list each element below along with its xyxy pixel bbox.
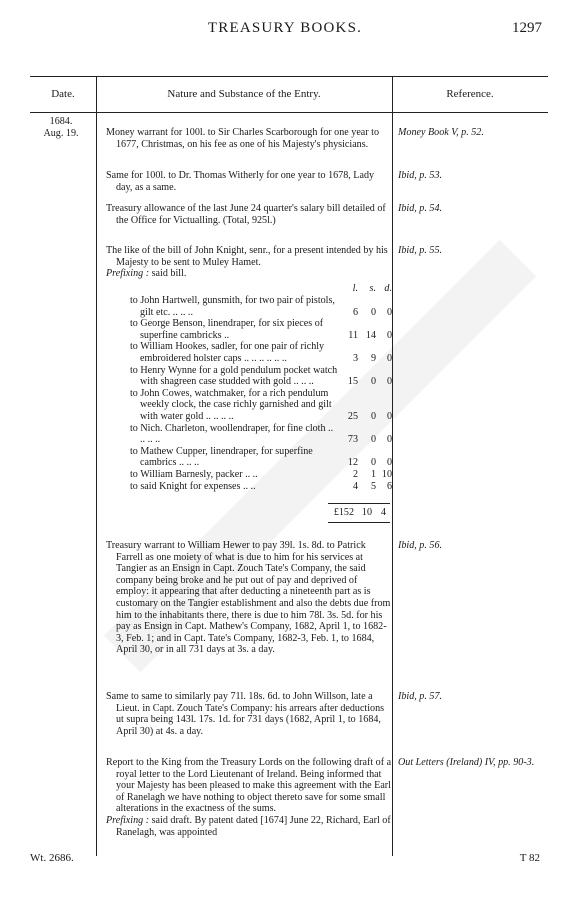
- entry-5-reference: Ibid, p. 56.: [398, 540, 443, 551]
- table-head-rule: [30, 112, 548, 113]
- reference-column-header: Reference.: [446, 88, 494, 100]
- entry-4: [106, 245, 392, 280]
- date-col-divider: [96, 76, 97, 856]
- date-column-header: Date.: [51, 88, 75, 100]
- entry-2: [106, 170, 392, 193]
- bill-items: [106, 283, 396, 492]
- list-item: to Nich. Charleton, woollendraper, for fine cloth .. .. .. .. 73 0 0: [130, 422, 392, 446]
- entry-6-reference: Ibid, p. 57.: [398, 691, 443, 702]
- list-item: to Mathew Cupper, linendraper, for superfine cambrics .. .. .. 12 0 0: [130, 445, 392, 469]
- prefixing-line: [106, 815, 392, 838]
- nature-column-header: Nature and Substance of the Entry.: [167, 88, 321, 100]
- page-number: 1297: [512, 20, 542, 36]
- entry-5: [106, 540, 392, 656]
- table-top-rule: [30, 76, 548, 77]
- list-item: to William Barnesly, packer .. .. 2 1 10: [130, 468, 392, 480]
- entry-text: Treasury allowance of the last June 24 quarter's salary bill detailed of the Office for Victualling. (Total, 925l.): [106, 203, 386, 226]
- running-title: TREASURY BOOKS.: [207, 20, 363, 36]
- list-item: to George Benson, linendraper, for six pieces of superfine cambricks .. 11 14 0: [130, 318, 392, 341]
- entry-6: [106, 691, 392, 737]
- entry-text: Report to the King from the Treasury Lords on the following draft of a royal letter to the Lord Lieutenant of Ireland. Being informed that your Majesty has been pleased to make this agreement with the Earl of Ranelagh we have nothing to object thereto save for some small alterations in the exactness of the sums.: [106, 757, 392, 815]
- total-rule-top: [328, 503, 390, 504]
- list-item: to William Hookes, sadler, for one pair of richly embroidered holster caps .. .. .. .. .. .. 3 9 0: [130, 341, 392, 364]
- entry-1: [106, 127, 392, 150]
- prefixing-line: [106, 268, 392, 280]
- date-day: Aug. 19.: [43, 127, 79, 139]
- lsd-header: l. s. d.: [352, 283, 392, 294]
- prefixing-label: Prefixing :: [106, 814, 150, 826]
- entry-4-reference: Ibid, p. 55.: [398, 245, 443, 256]
- entry-3: [106, 203, 392, 226]
- entry-7-reference: Out Letters (Ireland) IV, pp. 90-3.: [398, 757, 535, 768]
- total-rule-bottom: [328, 522, 390, 523]
- prefixing-label: Prefixing :: [106, 268, 150, 280]
- list-item: to said Knight for expenses .. .. 4 5 6: [130, 480, 392, 492]
- list-item: to John Hartwell, gunsmith, for two pair of pistols, gilt etc. .. .. .. 6 0 0: [130, 295, 392, 318]
- prefixing-text: said draft. By patent dated [1674] June 22, Richard, Earl of Ranelagh, was appointed: [116, 814, 391, 838]
- entry-3-reference: Ibid, p. 54.: [398, 203, 443, 214]
- list-item: to Henry Wynne for a gold pendulum pocket watch with shagreen case studded with gold .. .. .. 15 0 0: [130, 364, 392, 388]
- entry-text: Treasury warrant to William Hewer to pay 39l. 1s. 8d. to Patrick Farrell as one moiety of what is due to him for his services at Tangier as an Ensign in Capt. Zouch Tate's Company, the said company being broke and he put out of pay and deprived of employ: it appearing that after deducting a nineteenth part as is customary on the Tangier establishment and also the debts due from him to the inhabitants there, there is due to him 78l. 3s. 5d. for his pay as Ensign in Capt. Mathew's Company, 1682, April 1, to 1682-3, Feb. 1; and in Capt. Tate's Company, 1682-3, Feb. 1, to 1684, April 30, or in all 731 days at 3s. a day.: [106, 540, 391, 656]
- entry-7: [106, 757, 392, 838]
- list-item: to John Cowes, watchmaker, for a rich pendulum weekly clock, the case richly garnished and gilt with water gold .. .. .. .. 25 0 0: [130, 387, 392, 422]
- entry-text: Money warrant for 100l. to Sir Charles Scarborough for one year to 1677, Christmas, on his fee as one of his Majesty's physicians.: [106, 127, 380, 150]
- prefixing-text: said bill.: [151, 268, 187, 280]
- entry-text: Same to same to similarly pay 71l. 18s. 6d. to John Willson, late a Lieut. in Capt. Zouch Tate's Company: his arrears after deductions ut supra being 143l. 17s. 1d. for 731 days (1682, April 1, to 1684, April 30) at 4s. a day.: [106, 691, 385, 737]
- footer-left: Wt. 2686.: [30, 852, 74, 864]
- entry-2-reference: Ibid, p. 53.: [398, 170, 443, 181]
- footer-right: T 82: [519, 852, 540, 864]
- entry-1-reference: Money Book V, p. 52.: [398, 127, 484, 138]
- entry-text: The like of the bill of John Knight, senr., for a present intended by his Majesty to be sent to Muley Hamet.: [106, 245, 388, 268]
- bill-total: £152 10 4: [333, 507, 386, 518]
- date-year: 1684.: [49, 116, 73, 127]
- entry-date: [30, 116, 92, 139]
- entry-text: Same for 100l. to Dr. Thomas Witherly for one year to 1678, Lady day, as a same.: [106, 170, 375, 193]
